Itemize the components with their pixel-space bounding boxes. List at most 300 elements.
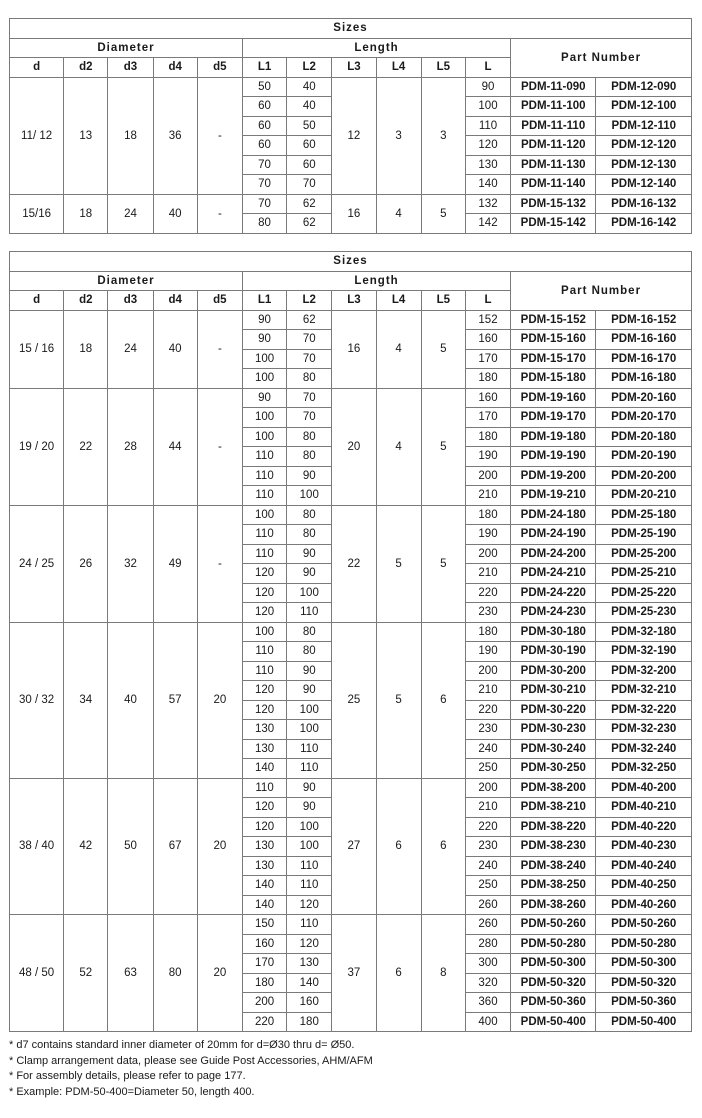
diameter-d-cell: 15/16 bbox=[10, 194, 64, 233]
length-l-cell: 130 bbox=[465, 155, 510, 175]
length-l1-cell: 120 bbox=[242, 798, 286, 818]
table-row bbox=[10, 310, 692, 330]
length-l2-cell: 90 bbox=[287, 661, 332, 681]
length-l1-cell: 70 bbox=[242, 175, 286, 195]
header-row bbox=[10, 271, 692, 291]
length-l1-cell: 100 bbox=[242, 622, 286, 642]
part-number-cell: PDM-32-210 bbox=[596, 681, 692, 701]
length-l4-cell: 4 bbox=[376, 310, 421, 388]
column-header: d3 bbox=[108, 291, 153, 311]
diameter-d3-cell: 24 bbox=[108, 194, 153, 233]
column-header: L bbox=[465, 58, 510, 78]
diameter-d5-cell: 20 bbox=[197, 778, 242, 915]
part-number-cell: PDM-20-170 bbox=[596, 408, 692, 428]
length-l3-cell: 37 bbox=[332, 915, 376, 1032]
length-l-cell: 280 bbox=[465, 934, 510, 954]
diameter-d3-cell: 24 bbox=[108, 310, 153, 388]
length-l1-cell: 110 bbox=[242, 642, 286, 662]
part-number-cell: PDM-40-240 bbox=[596, 856, 692, 876]
column-header: d2 bbox=[64, 58, 108, 78]
length-l1-cell: 100 bbox=[242, 505, 286, 525]
column-header: d bbox=[10, 58, 64, 78]
diameter-d5-cell: - bbox=[197, 77, 242, 194]
length-l2-cell: 110 bbox=[287, 856, 332, 876]
length-l2-cell: 130 bbox=[287, 954, 332, 974]
sizes-header: Sizes bbox=[10, 252, 692, 272]
part-number-cell: PDM-32-250 bbox=[596, 759, 692, 779]
part-number-cell: PDM-38-220 bbox=[511, 817, 596, 837]
part-number-cell: PDM-16-160 bbox=[596, 330, 692, 350]
length-l1-cell: 220 bbox=[242, 1012, 286, 1032]
length-l2-cell: 120 bbox=[287, 934, 332, 954]
footnotes bbox=[9, 1038, 373, 1100]
length-l1-cell: 70 bbox=[242, 155, 286, 175]
part-number-cell: PDM-12-110 bbox=[596, 116, 692, 136]
part-number-cell: PDM-32-220 bbox=[596, 700, 692, 720]
part-number-cell: PDM-24-180 bbox=[511, 505, 596, 525]
part-number-cell: PDM-50-400 bbox=[511, 1012, 596, 1032]
length-l-cell: 230 bbox=[465, 720, 510, 740]
diameter-d-cell: 11/ 12 bbox=[10, 77, 64, 194]
length-l2-cell: 80 bbox=[287, 642, 332, 662]
part-number-cell: PDM-15-142 bbox=[511, 214, 596, 234]
length-l1-cell: 110 bbox=[242, 466, 286, 486]
table-row bbox=[10, 622, 692, 642]
part-number-cell: PDM-15-132 bbox=[511, 194, 596, 214]
part-number-cell: PDM-50-280 bbox=[511, 934, 596, 954]
length-l2-cell: 80 bbox=[287, 427, 332, 447]
length-l2-cell: 160 bbox=[287, 993, 332, 1013]
column-header: d2 bbox=[64, 291, 108, 311]
diameter-d-cell: 48 / 50 bbox=[10, 915, 64, 1032]
part-number-cell: PDM-32-200 bbox=[596, 661, 692, 681]
part-number-cell: PDM-12-130 bbox=[596, 155, 692, 175]
length-l1-cell: 100 bbox=[242, 408, 286, 428]
part-number-cell: PDM-15-152 bbox=[511, 310, 596, 330]
length-l1-cell: 180 bbox=[242, 973, 286, 993]
footnote: * Example: PDM-50-400=Diameter 50, length 400. bbox=[9, 1085, 255, 1098]
length-l-cell: 320 bbox=[465, 973, 510, 993]
part-number-cell: PDM-20-210 bbox=[596, 486, 692, 506]
part-number-cell: PDM-30-200 bbox=[511, 661, 596, 681]
length-l4-cell: 5 bbox=[376, 505, 421, 622]
column-header: L4 bbox=[376, 58, 421, 78]
part-number-cell: PDM-30-180 bbox=[511, 622, 596, 642]
length-l2-cell: 100 bbox=[287, 837, 332, 857]
footnote: * For assembly details, please refer to page 177. bbox=[9, 1070, 246, 1083]
length-l1-cell: 110 bbox=[242, 525, 286, 545]
length-l2-cell: 90 bbox=[287, 544, 332, 564]
header-row bbox=[10, 19, 692, 39]
part-number-cell: PDM-24-230 bbox=[511, 603, 596, 623]
length-l5-cell: 5 bbox=[421, 505, 465, 622]
length-l-cell: 110 bbox=[465, 116, 510, 136]
part-number-cell: PDM-50-360 bbox=[596, 993, 692, 1013]
part-number-cell: PDM-38-210 bbox=[511, 798, 596, 818]
part-number-cell: PDM-50-280 bbox=[596, 934, 692, 954]
part-number-cell: PDM-25-180 bbox=[596, 505, 692, 525]
length-l-cell: 160 bbox=[465, 330, 510, 350]
length-l2-cell: 100 bbox=[287, 817, 332, 837]
length-l1-cell: 110 bbox=[242, 486, 286, 506]
length-l1-cell: 130 bbox=[242, 739, 286, 759]
part-number-cell: PDM-30-190 bbox=[511, 642, 596, 662]
part-number-cell: PDM-16-180 bbox=[596, 369, 692, 389]
length-l1-cell: 130 bbox=[242, 720, 286, 740]
length-l-cell: 300 bbox=[465, 954, 510, 974]
table-row bbox=[10, 77, 692, 97]
length-l2-cell: 62 bbox=[287, 310, 332, 330]
diameter-d-cell: 30 / 32 bbox=[10, 622, 64, 778]
length-l-cell: 250 bbox=[465, 759, 510, 779]
length-l1-cell: 120 bbox=[242, 583, 286, 603]
length-l2-cell: 110 bbox=[287, 603, 332, 623]
part-number-cell: PDM-30-210 bbox=[511, 681, 596, 701]
length-l2-cell: 62 bbox=[287, 214, 332, 234]
part-number-cell: PDM-19-190 bbox=[511, 447, 596, 467]
part-number-cell: PDM-25-220 bbox=[596, 583, 692, 603]
table-row bbox=[10, 388, 692, 408]
part-number-cell: PDM-11-110 bbox=[511, 116, 596, 136]
diameter-d5-cell: - bbox=[197, 388, 242, 505]
footnote: * d7 contains standard inner diameter of 20mm for d=Ø30 thru d= Ø50. bbox=[9, 1039, 355, 1051]
table-row bbox=[10, 778, 692, 798]
diameter-d-cell: 24 / 25 bbox=[10, 505, 64, 622]
length-l1-cell: 120 bbox=[242, 700, 286, 720]
part-number-cell: PDM-11-090 bbox=[511, 77, 596, 97]
part-number-cell: PDM-12-120 bbox=[596, 136, 692, 156]
length-l2-cell: 70 bbox=[287, 330, 332, 350]
table-row bbox=[10, 194, 692, 214]
length-l2-cell: 80 bbox=[287, 369, 332, 389]
length-l-cell: 200 bbox=[465, 778, 510, 798]
length-l2-cell: 90 bbox=[287, 564, 332, 584]
length-l1-cell: 130 bbox=[242, 856, 286, 876]
length-l-cell: 210 bbox=[465, 798, 510, 818]
length-l-cell: 160 bbox=[465, 388, 510, 408]
length-l-cell: 180 bbox=[465, 427, 510, 447]
length-header: Length bbox=[242, 271, 510, 291]
length-l2-cell: 100 bbox=[287, 583, 332, 603]
length-l1-cell: 110 bbox=[242, 544, 286, 564]
length-l2-cell: 80 bbox=[287, 505, 332, 525]
length-l1-cell: 90 bbox=[242, 330, 286, 350]
column-header: d4 bbox=[153, 58, 197, 78]
sizes-header: Sizes bbox=[10, 19, 692, 39]
length-l4-cell: 6 bbox=[376, 915, 421, 1032]
part-number-cell: PDM-15-170 bbox=[511, 349, 596, 369]
length-l2-cell: 80 bbox=[287, 447, 332, 467]
header-row bbox=[10, 38, 692, 58]
diameter-d2-cell: 42 bbox=[64, 778, 108, 915]
part-number-cell: PDM-50-360 bbox=[511, 993, 596, 1013]
part-number-cell: PDM-19-200 bbox=[511, 466, 596, 486]
diameter-d3-cell: 18 bbox=[108, 77, 153, 194]
diameter-d2-cell: 13 bbox=[64, 77, 108, 194]
diameter-d2-cell: 52 bbox=[64, 915, 108, 1032]
length-l1-cell: 90 bbox=[242, 310, 286, 330]
length-l5-cell: 5 bbox=[421, 310, 465, 388]
length-l4-cell: 4 bbox=[376, 388, 421, 505]
length-l2-cell: 110 bbox=[287, 739, 332, 759]
length-l-cell: 240 bbox=[465, 739, 510, 759]
diameter-d4-cell: 49 bbox=[153, 505, 197, 622]
part-number-header: Part Number bbox=[511, 38, 692, 77]
part-number-cell: PDM-50-320 bbox=[511, 973, 596, 993]
column-header: L bbox=[465, 291, 510, 311]
part-number-cell: PDM-25-210 bbox=[596, 564, 692, 584]
diameter-header: Diameter bbox=[10, 38, 243, 58]
diameter-d-cell: 15 / 16 bbox=[10, 310, 64, 388]
length-l-cell: 90 bbox=[465, 77, 510, 97]
length-l1-cell: 90 bbox=[242, 388, 286, 408]
part-number-cell: PDM-16-152 bbox=[596, 310, 692, 330]
length-l5-cell: 3 bbox=[421, 77, 465, 194]
column-header: d bbox=[10, 291, 64, 311]
length-l-cell: 200 bbox=[465, 661, 510, 681]
length-l3-cell: 22 bbox=[332, 505, 376, 622]
part-number-cell: PDM-24-210 bbox=[511, 564, 596, 584]
column-header: L5 bbox=[421, 58, 465, 78]
length-l1-cell: 130 bbox=[242, 837, 286, 857]
length-l1-cell: 60 bbox=[242, 136, 286, 156]
part-number-cell: PDM-20-160 bbox=[596, 388, 692, 408]
part-number-cell: PDM-11-140 bbox=[511, 175, 596, 195]
length-l-cell: 180 bbox=[465, 622, 510, 642]
length-l2-cell: 120 bbox=[287, 895, 332, 915]
length-l-cell: 170 bbox=[465, 408, 510, 428]
part-number-cell: PDM-38-240 bbox=[511, 856, 596, 876]
part-number-cell: PDM-12-140 bbox=[596, 175, 692, 195]
column-header: L2 bbox=[287, 58, 332, 78]
length-l2-cell: 50 bbox=[287, 116, 332, 136]
length-l1-cell: 140 bbox=[242, 876, 286, 896]
part-number-cell: PDM-15-180 bbox=[511, 369, 596, 389]
part-number-cell: PDM-50-260 bbox=[511, 915, 596, 935]
length-l-cell: 190 bbox=[465, 447, 510, 467]
part-number-cell: PDM-19-210 bbox=[511, 486, 596, 506]
part-number-cell: PDM-11-120 bbox=[511, 136, 596, 156]
part-number-cell: PDM-30-240 bbox=[511, 739, 596, 759]
length-l-cell: 142 bbox=[465, 214, 510, 234]
column-header: L1 bbox=[242, 58, 286, 78]
length-l4-cell: 6 bbox=[376, 778, 421, 915]
length-l1-cell: 70 bbox=[242, 194, 286, 214]
part-number-cell: PDM-40-210 bbox=[596, 798, 692, 818]
length-l2-cell: 110 bbox=[287, 876, 332, 896]
column-header: L4 bbox=[376, 291, 421, 311]
length-l4-cell: 3 bbox=[376, 77, 421, 194]
part-number-cell: PDM-12-090 bbox=[596, 77, 692, 97]
length-l-cell: 190 bbox=[465, 525, 510, 545]
diameter-d3-cell: 40 bbox=[108, 622, 153, 778]
length-l2-cell: 90 bbox=[287, 466, 332, 486]
part-number-cell: PDM-40-260 bbox=[596, 895, 692, 915]
part-number-cell: PDM-20-180 bbox=[596, 427, 692, 447]
length-l-cell: 140 bbox=[465, 175, 510, 195]
length-l-cell: 230 bbox=[465, 837, 510, 857]
part-number-cell: PDM-24-220 bbox=[511, 583, 596, 603]
length-l2-cell: 70 bbox=[287, 388, 332, 408]
length-l1-cell: 150 bbox=[242, 915, 286, 935]
length-l3-cell: 25 bbox=[332, 622, 376, 778]
length-l2-cell: 140 bbox=[287, 973, 332, 993]
length-l1-cell: 110 bbox=[242, 661, 286, 681]
length-l-cell: 220 bbox=[465, 817, 510, 837]
part-number-cell: PDM-16-142 bbox=[596, 214, 692, 234]
diameter-d5-cell: - bbox=[197, 505, 242, 622]
part-number-cell: PDM-50-300 bbox=[596, 954, 692, 974]
length-l2-cell: 100 bbox=[287, 720, 332, 740]
length-l-cell: 200 bbox=[465, 466, 510, 486]
length-l-cell: 210 bbox=[465, 564, 510, 584]
length-l1-cell: 100 bbox=[242, 369, 286, 389]
length-l5-cell: 5 bbox=[421, 388, 465, 505]
footnote: * Clamp arrangement data, please see Guide Post Accessories, AHM/AFM bbox=[9, 1054, 373, 1067]
length-l-cell: 230 bbox=[465, 603, 510, 623]
length-l3-cell: 12 bbox=[332, 77, 376, 194]
length-l-cell: 260 bbox=[465, 895, 510, 915]
part-number-cell: PDM-40-250 bbox=[596, 876, 692, 896]
length-l-cell: 200 bbox=[465, 544, 510, 564]
part-number-cell: PDM-19-180 bbox=[511, 427, 596, 447]
length-l4-cell: 5 bbox=[376, 622, 421, 778]
length-l-cell: 180 bbox=[465, 505, 510, 525]
length-l1-cell: 120 bbox=[242, 681, 286, 701]
length-l1-cell: 160 bbox=[242, 934, 286, 954]
part-number-cell: PDM-16-170 bbox=[596, 349, 692, 369]
length-l-cell: 400 bbox=[465, 1012, 510, 1032]
diameter-header: Diameter bbox=[10, 271, 243, 291]
column-header: L1 bbox=[242, 291, 286, 311]
length-l5-cell: 6 bbox=[421, 778, 465, 915]
length-l2-cell: 70 bbox=[287, 408, 332, 428]
length-l2-cell: 100 bbox=[287, 486, 332, 506]
length-l2-cell: 80 bbox=[287, 622, 332, 642]
part-number-cell: PDM-32-240 bbox=[596, 739, 692, 759]
length-l2-cell: 110 bbox=[287, 759, 332, 779]
diameter-d5-cell: 20 bbox=[197, 622, 242, 778]
length-l-cell: 170 bbox=[465, 349, 510, 369]
length-l-cell: 210 bbox=[465, 681, 510, 701]
part-number-cell: PDM-38-200 bbox=[511, 778, 596, 798]
length-l2-cell: 60 bbox=[287, 155, 332, 175]
part-number-cell: PDM-50-300 bbox=[511, 954, 596, 974]
diameter-d3-cell: 28 bbox=[108, 388, 153, 505]
diameter-d2-cell: 26 bbox=[64, 505, 108, 622]
part-number-cell: PDM-19-170 bbox=[511, 408, 596, 428]
length-l1-cell: 120 bbox=[242, 564, 286, 584]
length-l-cell: 120 bbox=[465, 136, 510, 156]
column-header: d5 bbox=[197, 58, 242, 78]
length-l1-cell: 200 bbox=[242, 993, 286, 1013]
column-header: L3 bbox=[332, 58, 376, 78]
diameter-d2-cell: 22 bbox=[64, 388, 108, 505]
length-l2-cell: 100 bbox=[287, 700, 332, 720]
length-l-cell: 360 bbox=[465, 993, 510, 1013]
part-number-cell: PDM-38-250 bbox=[511, 876, 596, 896]
diameter-d-cell: 19 / 20 bbox=[10, 388, 64, 505]
length-l5-cell: 6 bbox=[421, 622, 465, 778]
length-l2-cell: 180 bbox=[287, 1012, 332, 1032]
diameter-d4-cell: 80 bbox=[153, 915, 197, 1032]
table-row bbox=[10, 505, 692, 525]
length-l5-cell: 5 bbox=[421, 194, 465, 233]
size-table-2 bbox=[9, 251, 692, 1032]
part-number-cell: PDM-30-250 bbox=[511, 759, 596, 779]
length-l1-cell: 100 bbox=[242, 427, 286, 447]
length-l1-cell: 140 bbox=[242, 759, 286, 779]
part-number-cell: PDM-50-400 bbox=[596, 1012, 692, 1032]
part-number-cell: PDM-20-190 bbox=[596, 447, 692, 467]
part-number-cell: PDM-50-260 bbox=[596, 915, 692, 935]
size-table-1 bbox=[9, 18, 692, 234]
part-number-cell: PDM-38-260 bbox=[511, 895, 596, 915]
length-l2-cell: 110 bbox=[287, 915, 332, 935]
diameter-d5-cell: 20 bbox=[197, 915, 242, 1032]
length-l1-cell: 120 bbox=[242, 817, 286, 837]
diameter-d4-cell: 67 bbox=[153, 778, 197, 915]
part-number-cell: PDM-19-160 bbox=[511, 388, 596, 408]
diameter-d-cell: 38 / 40 bbox=[10, 778, 64, 915]
length-l2-cell: 60 bbox=[287, 136, 332, 156]
diameter-d2-cell: 34 bbox=[64, 622, 108, 778]
length-l-cell: 240 bbox=[465, 856, 510, 876]
length-l1-cell: 100 bbox=[242, 349, 286, 369]
column-header: L2 bbox=[287, 291, 332, 311]
length-l2-cell: 70 bbox=[287, 349, 332, 369]
header-row bbox=[10, 252, 692, 272]
length-l1-cell: 110 bbox=[242, 778, 286, 798]
length-l1-cell: 120 bbox=[242, 603, 286, 623]
length-l5-cell: 8 bbox=[421, 915, 465, 1032]
part-number-cell: PDM-32-190 bbox=[596, 642, 692, 662]
length-l3-cell: 16 bbox=[332, 194, 376, 233]
part-number-cell: PDM-32-180 bbox=[596, 622, 692, 642]
length-l-cell: 132 bbox=[465, 194, 510, 214]
length-l-cell: 250 bbox=[465, 876, 510, 896]
length-l-cell: 100 bbox=[465, 97, 510, 117]
part-number-cell: PDM-25-200 bbox=[596, 544, 692, 564]
length-l1-cell: 50 bbox=[242, 77, 286, 97]
length-l2-cell: 90 bbox=[287, 681, 332, 701]
column-header: d3 bbox=[108, 58, 153, 78]
length-l3-cell: 27 bbox=[332, 778, 376, 915]
diameter-d2-cell: 18 bbox=[64, 310, 108, 388]
diameter-d4-cell: 44 bbox=[153, 388, 197, 505]
part-number-cell: PDM-50-320 bbox=[596, 973, 692, 993]
length-l-cell: 190 bbox=[465, 642, 510, 662]
diameter-d4-cell: 57 bbox=[153, 622, 197, 778]
length-header: Length bbox=[242, 38, 510, 58]
length-l1-cell: 110 bbox=[242, 447, 286, 467]
part-number-cell: PDM-30-230 bbox=[511, 720, 596, 740]
part-number-cell: PDM-11-130 bbox=[511, 155, 596, 175]
diameter-d4-cell: 40 bbox=[153, 194, 197, 233]
diameter-d3-cell: 63 bbox=[108, 915, 153, 1032]
diameter-d5-cell: - bbox=[197, 310, 242, 388]
length-l2-cell: 40 bbox=[287, 97, 332, 117]
length-l2-cell: 80 bbox=[287, 525, 332, 545]
part-number-cell: PDM-16-132 bbox=[596, 194, 692, 214]
table-row bbox=[10, 915, 692, 935]
part-number-header: Part Number bbox=[511, 271, 692, 310]
length-l1-cell: 170 bbox=[242, 954, 286, 974]
diameter-d4-cell: 40 bbox=[153, 310, 197, 388]
length-l1-cell: 60 bbox=[242, 116, 286, 136]
part-number-cell: PDM-32-230 bbox=[596, 720, 692, 740]
part-number-cell: PDM-24-190 bbox=[511, 525, 596, 545]
